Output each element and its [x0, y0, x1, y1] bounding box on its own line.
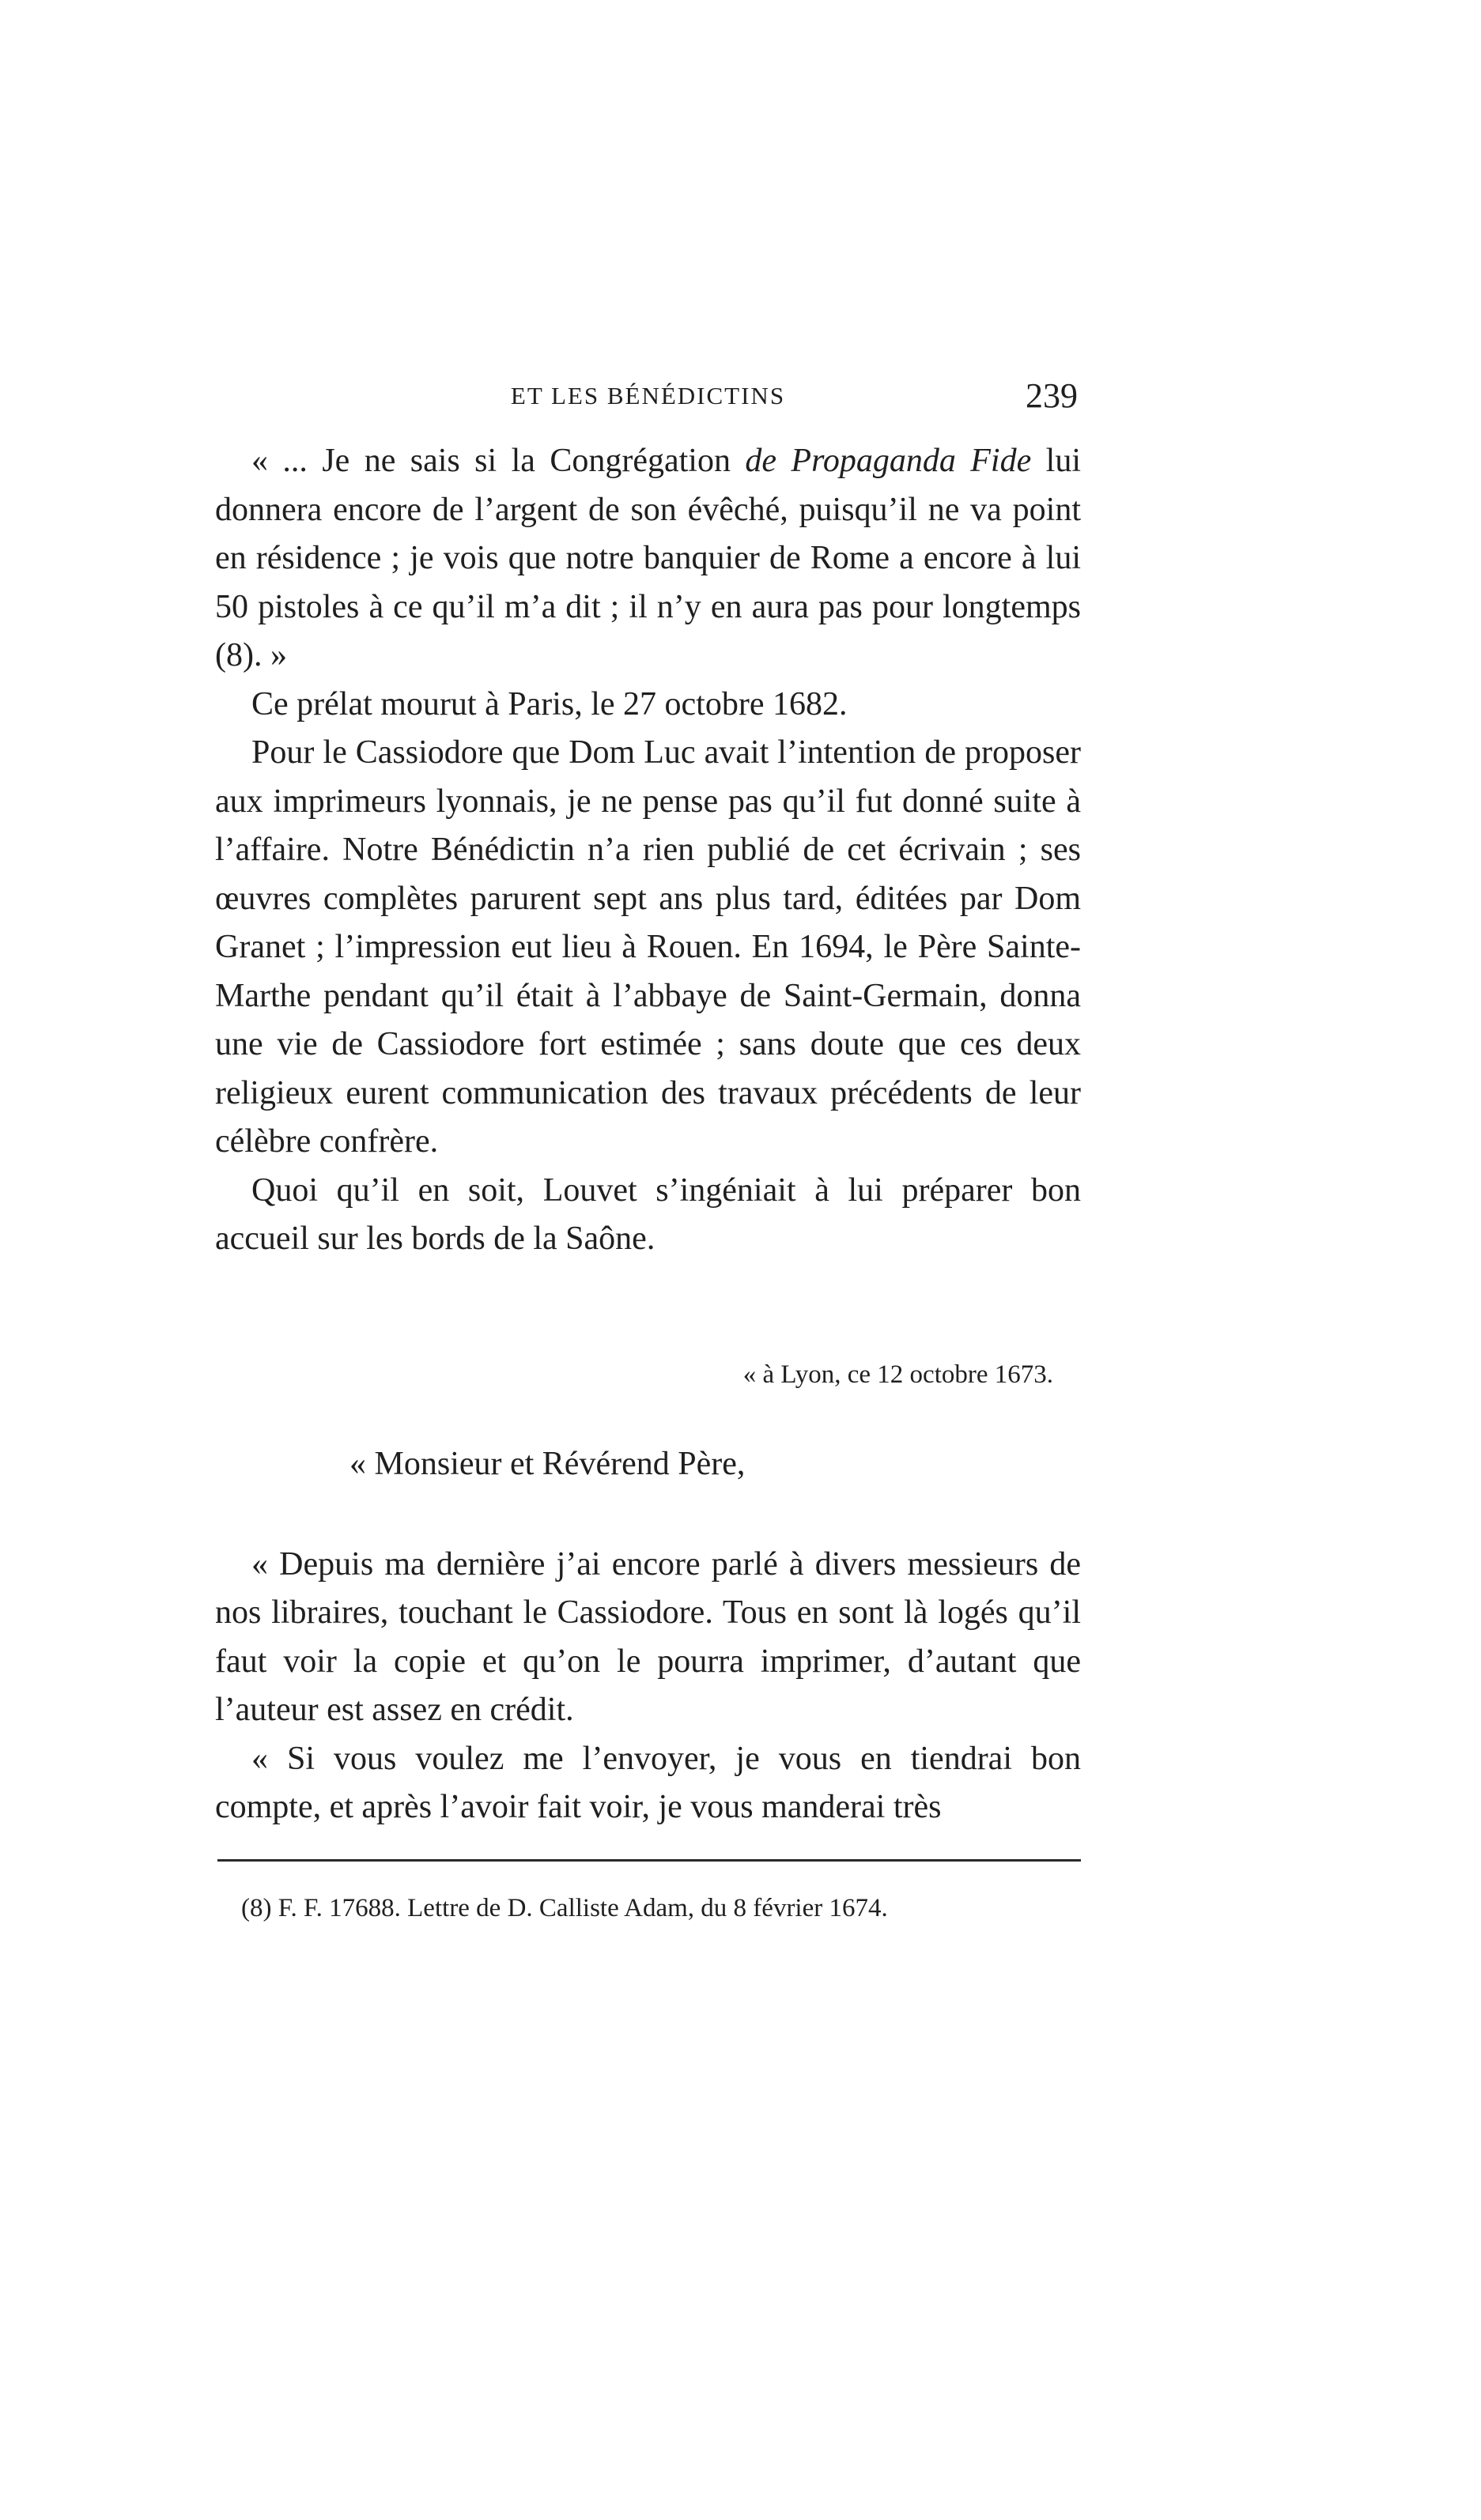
footnote-divider: [217, 1859, 1081, 1862]
spacer: [215, 1264, 1081, 1351]
paragraph-louvet: Quoi qu’il en soit, Louvet s’ingéniait à lui préparer bon accueil sur les bords de la Saône.: [215, 1171, 1081, 1257]
paragraph-quote-letter: [215, 437, 1081, 681]
letter-dateline: « à Lyon, ce 12 octobre 1673.: [742, 1360, 1053, 1389]
paragraph-prelat-death: Ce prélat mourut à Paris, le 27 octobre 1682.: [251, 685, 848, 722]
letter-salutation: « Monsieur et Révérend Père,: [349, 1446, 746, 1482]
spacer: [215, 1399, 1081, 1440]
running-head: [215, 375, 1081, 423]
paragraph-cassiodore: Pour le Cassiodore que Dom Luc avait l’intention de proposer aux imprimeurs lyonnais, je ne pense pas qu’il fut donné suite à l’affaire. Notre Bénédictin n’a rien publié de cet écrivain ; ses œuvres complètes parurent sept ans plus tard, éditées par Dom Granet ; l’impression eut lieu à Rouen. En 1694, le Père Sainte-Marthe pendant qu’il était à l’abbaye de Saint-Germain, donna une vie de Cassiodore fort estimée ; sans doute que ces deux religieux eurent communication des travaux précédents de leur célèbre confrère.: [215, 734, 1081, 1160]
paragraph-letter-envoyer: « Si vous voulez me l’envoyer, je vous en tiendrai bon compte, et après l’avoir fait voir, je vous manderai très: [215, 1740, 1081, 1825]
italic-latin-phrase: de Propaganda Fide: [745, 443, 1032, 479]
paragraph-letter-libraires: « Depuis ma dernière j’ai encore parlé à divers messieurs de nos libraires, touchant le Cassiodore. Tous en sont là logés qu’il faut voir la copie et qu’on le pourra imprimer, d’autant que l’auteur est assez en crédit.: [215, 1545, 1081, 1728]
body-text: [215, 437, 1081, 1832]
paragraph-quote-letter-start: « ... Je ne sais si la Congrégation: [251, 443, 746, 479]
footnote: (8) F. F. 17688. Lettre de D. Calliste Adam, du 8 février 1674.: [241, 1894, 888, 1922]
paragraph-quote-letter-end: lui donnera encore de l’argent de son évêché, puisqu’il ne va point en résidence ; je vois que notre banquier de Rome a encore à lui 50 pistoles à ce qu’il m’a dit ; il n’y en aura pas pour longtemps (8). »: [215, 443, 1081, 673]
running-title: ET LES BÉNÉDICTINS: [510, 382, 786, 409]
spacer: [215, 1489, 1081, 1541]
page-number: 239: [1026, 376, 1078, 415]
